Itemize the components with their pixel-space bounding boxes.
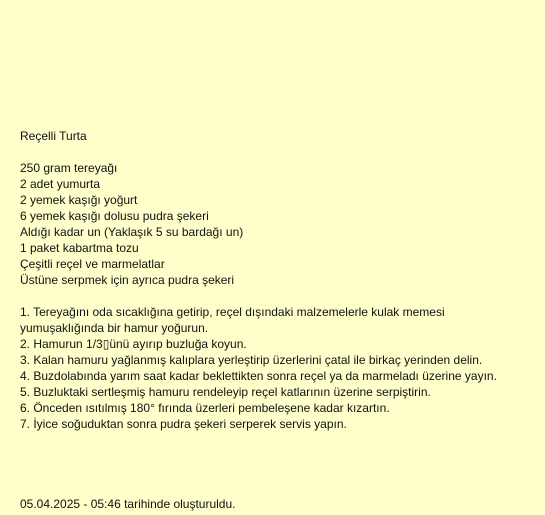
instructions-list: [20, 304, 525, 432]
ingredient-item: Aldığı kadar un (Yaklaşık 5 su bardağı un): [20, 225, 244, 239]
ingredients-list: [20, 160, 525, 288]
ingredient-item: 250 gram tereyağı: [20, 161, 118, 175]
ingredient-item: 2 adet yumurta: [20, 177, 101, 191]
ingredient-item: 2 yemek kaşığı yoğurt: [20, 193, 138, 207]
instruction-step: 1. Tereyağını oda sıcaklığına getirip, reçel dışındaki malzemelerle kulak memesi yumuşaklığında bir hamur yoğurun.: [20, 305, 445, 335]
recipe-document: [20, 128, 525, 432]
created-timestamp: 05.04.2025 - 05:46 tarihinde oluşturuldu.: [20, 497, 236, 511]
ingredient-item: Üstüne serpmek için ayrıca pudra şekeri: [20, 273, 235, 287]
instruction-step: 7. İyice soğuduktan sonra pudra şekeri serperek servis yapın.: [20, 417, 347, 431]
instruction-step: 5. Buzluktaki sertleşmiş hamuru rendeleyip reçel katlarının üzerine serpiştirin.: [20, 385, 431, 399]
recipe-title: Reçelli Turta: [20, 129, 87, 143]
instruction-step: 4. Buzdolabında yarım saat kadar beklettikten sonra reçel ya da marmeladı üzerine yayın.: [20, 369, 497, 383]
instruction-step: 2. Hamurun 1/3▯ünü ayırıp buzluğa koyun.: [20, 337, 247, 351]
ingredient-item: Çeşitli reçel ve marmelatlar: [20, 257, 165, 271]
ingredient-item: 1 paket kabartma tozu: [20, 241, 139, 255]
instruction-step: 6. Önceden ısıtılmış 180° fırında üzerleri pembeleşene kadar kızartın.: [20, 401, 390, 415]
instruction-step: 3. Kalan hamuru yağlanmış kalıplara yerleştirip üzerlerini çatal ile birkaç yerinden delin.: [20, 353, 483, 367]
ingredient-item: 6 yemek kaşığı dolusu pudra şekeri: [20, 209, 209, 223]
